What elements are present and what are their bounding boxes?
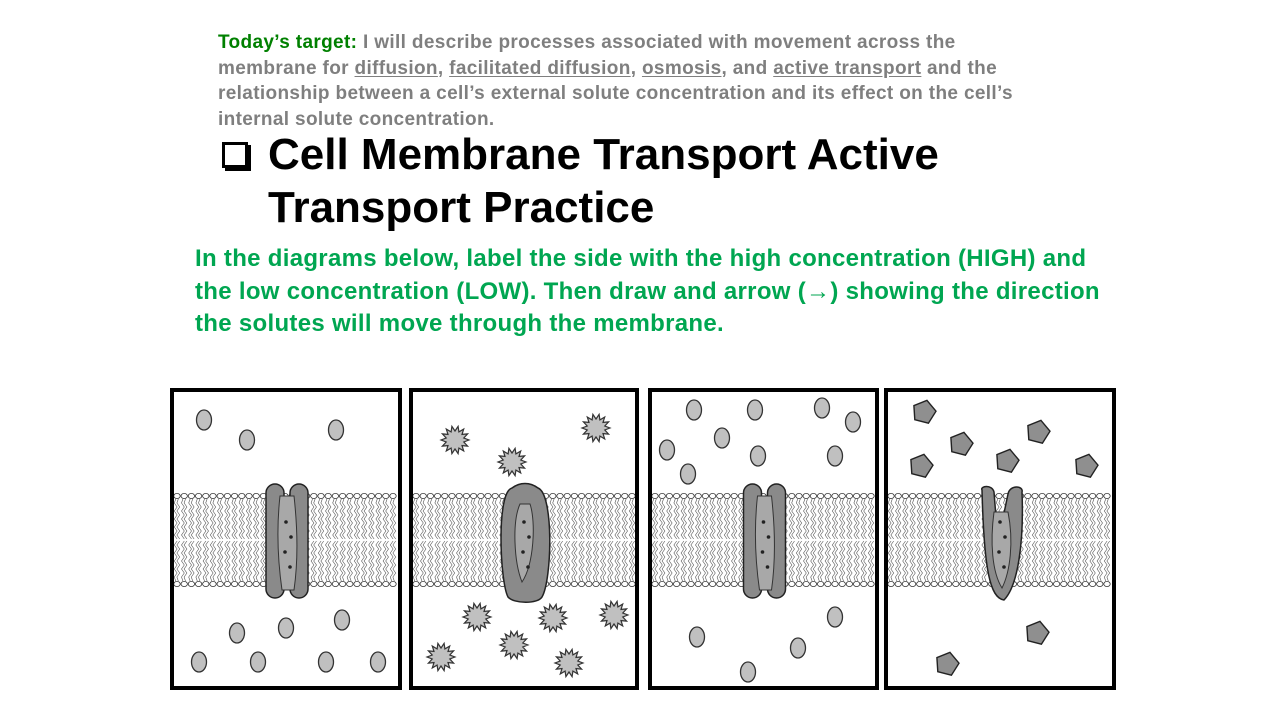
solute-star bbox=[600, 601, 628, 628]
solute-pentagon bbox=[1076, 454, 1098, 477]
channel-protein bbox=[744, 484, 786, 598]
channel-protein bbox=[266, 484, 308, 598]
title-text: Cell Membrane Transport Active Transport Practice bbox=[268, 130, 939, 232]
membrane-diagram-3 bbox=[652, 392, 875, 686]
solute-oval bbox=[192, 652, 207, 672]
solute-star bbox=[582, 414, 610, 441]
solute-pentagon bbox=[914, 400, 936, 423]
instructions-text-1: In the diagrams below, label the side with the high concentration (HIGH) and the low concentration (LOW). Then draw and arrow ( bbox=[195, 245, 1087, 305]
solute-oval bbox=[681, 464, 696, 484]
diagram-panel-1 bbox=[170, 388, 402, 690]
solute-oval bbox=[329, 420, 344, 440]
solute-oval bbox=[715, 428, 730, 448]
solute-oval bbox=[279, 618, 294, 638]
solute-star bbox=[441, 426, 469, 453]
solute-oval bbox=[828, 446, 843, 466]
solutes-bottom bbox=[690, 607, 843, 682]
checkbox-bullet-icon bbox=[222, 142, 248, 168]
solute-pentagon bbox=[911, 454, 933, 477]
solute-oval bbox=[197, 410, 212, 430]
solute-oval bbox=[251, 652, 266, 672]
membrane-diagram-2 bbox=[413, 392, 635, 686]
solutes-bottom bbox=[427, 601, 628, 676]
solutes-top bbox=[911, 400, 1098, 477]
target-sep-3: , and bbox=[721, 57, 774, 79]
todays-target bbox=[218, 30, 1048, 132]
instructions bbox=[195, 243, 1115, 341]
target-sep-1: , bbox=[437, 57, 450, 79]
term-facilitated-diffusion: facilitated diffusion bbox=[449, 57, 631, 79]
solute-oval bbox=[741, 662, 756, 682]
solutes-bottom bbox=[192, 610, 386, 672]
solute-oval bbox=[748, 400, 763, 420]
solute-oval bbox=[690, 627, 705, 647]
solute-star bbox=[498, 448, 526, 475]
solute-pentagon bbox=[997, 449, 1019, 472]
solute-oval bbox=[687, 400, 702, 420]
term-diffusion: diffusion bbox=[354, 57, 438, 79]
arrow-icon: → bbox=[806, 277, 831, 305]
solute-pentagon bbox=[937, 652, 959, 675]
diagram-panel-4 bbox=[884, 388, 1116, 690]
channel-protein bbox=[501, 484, 550, 603]
solute-oval bbox=[371, 652, 386, 672]
target-text-1: I will describe processes associated with movement across the membrane for bbox=[218, 32, 956, 79]
term-active-transport: active transport bbox=[773, 57, 922, 79]
solute-star bbox=[427, 643, 455, 670]
solute-pentagon bbox=[1028, 420, 1050, 443]
solute-oval bbox=[828, 607, 843, 627]
diagram-panel-2 bbox=[409, 388, 639, 690]
solute-star bbox=[555, 649, 583, 676]
solutes-top bbox=[660, 398, 861, 484]
solutes-bottom bbox=[937, 621, 1049, 675]
solutes-top bbox=[441, 414, 610, 475]
solute-oval bbox=[660, 440, 675, 460]
solute-oval bbox=[319, 652, 334, 672]
solute-oval bbox=[335, 610, 350, 630]
target-lead: Today’s target: bbox=[218, 32, 358, 53]
solute-star bbox=[500, 631, 528, 658]
instructions-text-2: ) showing the direction the solutes will move through the membrane. bbox=[195, 277, 1100, 337]
solute-oval bbox=[240, 430, 255, 450]
solute-oval bbox=[230, 623, 245, 643]
solute-oval bbox=[791, 638, 806, 658]
target-sep-2: , bbox=[630, 57, 642, 79]
solute-star bbox=[539, 604, 567, 631]
diagram-panel-3 bbox=[648, 388, 879, 690]
membrane-diagram-4 bbox=[888, 392, 1112, 686]
solute-oval bbox=[846, 412, 861, 432]
term-osmosis: osmosis bbox=[641, 57, 722, 79]
solutes-top bbox=[197, 410, 344, 450]
solute-star bbox=[463, 603, 491, 630]
solute-pentagon bbox=[951, 432, 973, 455]
solute-oval bbox=[751, 446, 766, 466]
solute-pentagon bbox=[1027, 621, 1049, 644]
membrane-diagram-1 bbox=[174, 392, 398, 686]
target-text-2: and the relationship between a cell’s external solute concentration and its effect on the cell’s internal solute concentration. bbox=[218, 57, 1013, 130]
solute-oval bbox=[815, 398, 830, 418]
